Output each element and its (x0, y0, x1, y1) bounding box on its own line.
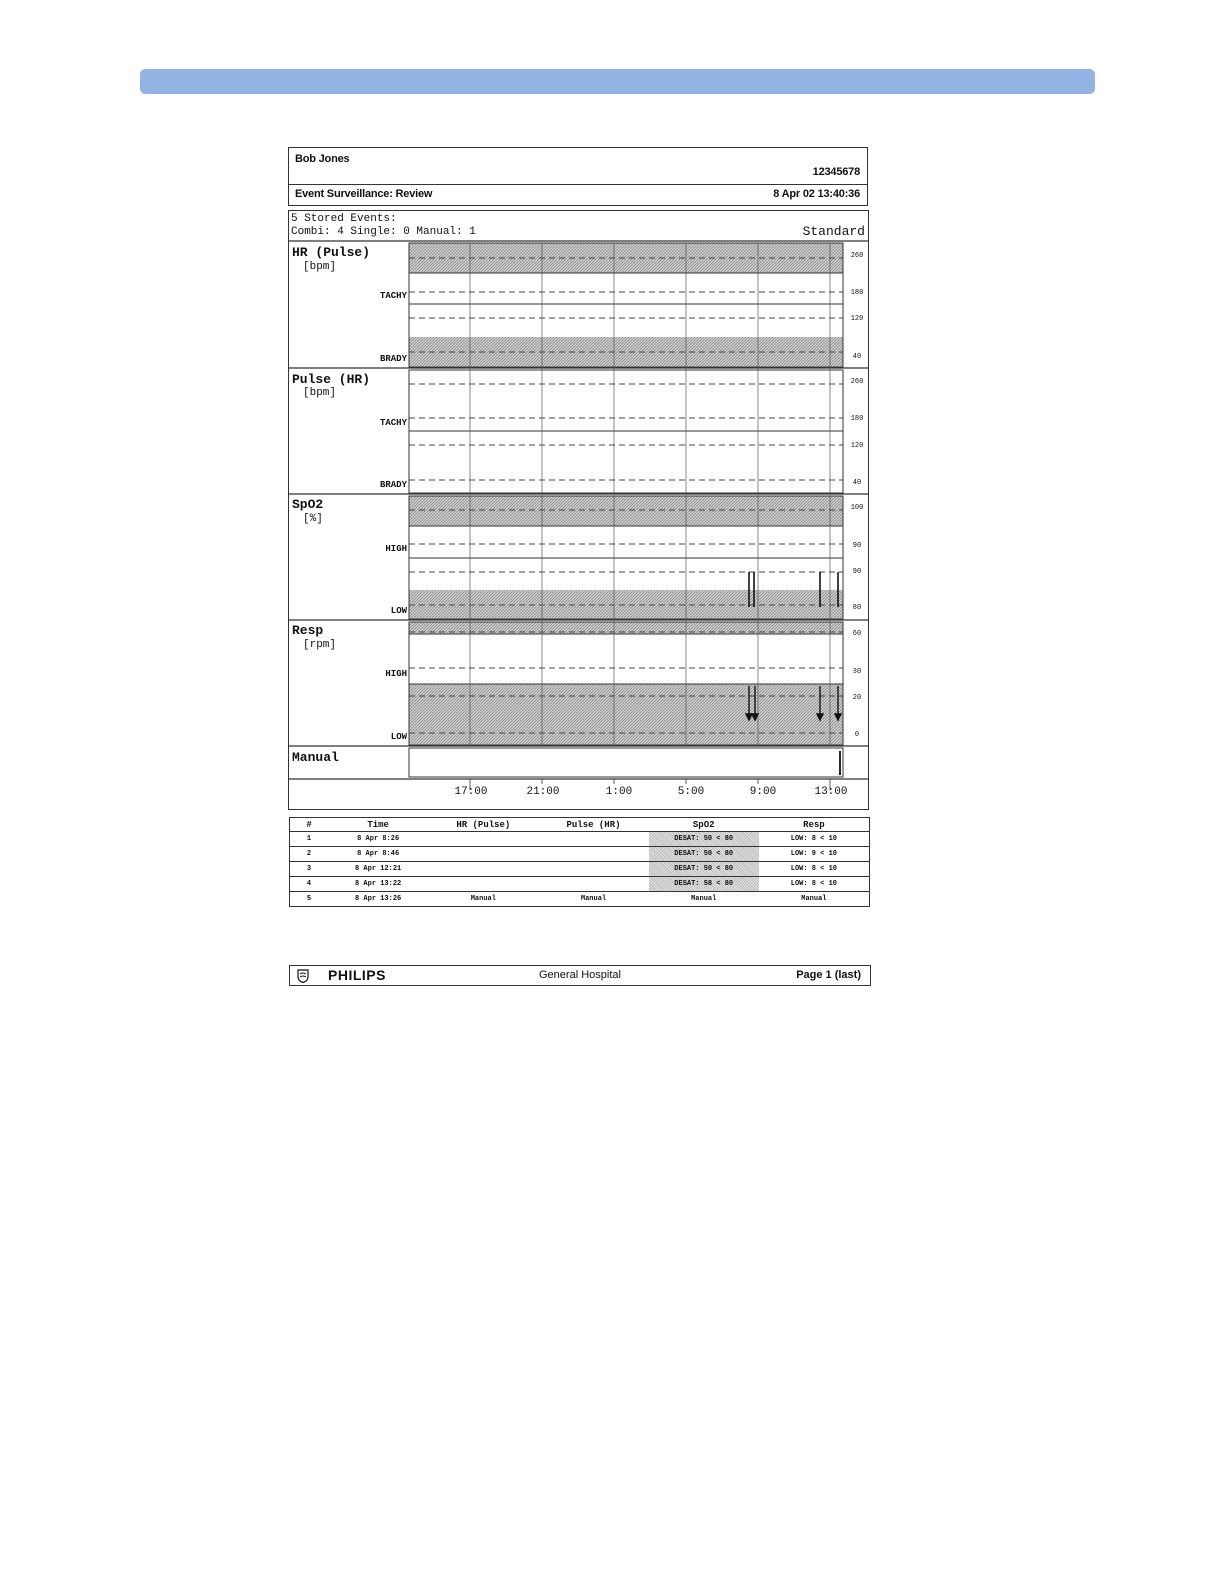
row-hr (428, 847, 538, 862)
events-summary-1: 5 Stored Events: (291, 213, 397, 225)
row-time: 8 Apr 8:46 (328, 847, 428, 862)
pulse-panel-plot (409, 370, 843, 493)
report-footer (289, 965, 871, 986)
panel-unit-hr: [bpm] (303, 261, 337, 273)
row-hr (428, 862, 538, 877)
col-hr: HR (Pulse) (428, 818, 538, 832)
lower-limit-pulse: BRADY (379, 480, 407, 490)
row-spo2: DESAT: 50 < 80 (649, 847, 759, 862)
scale-spo2-1: 90 (852, 542, 862, 550)
scale-hr-3: 40 (852, 353, 862, 361)
row-hr (428, 832, 538, 847)
philips-shield-icon (297, 969, 309, 983)
scale-pulse-1: 180 (850, 415, 864, 423)
table-row (290, 832, 870, 847)
panel-unit-resp: [rpm] (303, 639, 337, 651)
events-summary-2: Combi: 4 Single: 0 Manual: 1 (291, 226, 476, 238)
time-tick-3: 5:00 (677, 786, 705, 798)
lower-limit-resp: LOW (390, 732, 407, 742)
row-spo2: Manual (649, 892, 759, 907)
row-time: 8 Apr 13:26 (328, 892, 428, 907)
row-resp: LOW: 9 < 10 (759, 847, 870, 862)
panel-unit-spo2: [%] (303, 513, 323, 525)
table-row (290, 877, 870, 892)
panel-label-spo2: SpO2 (292, 497, 324, 512)
time-tick-1: 21:00 (526, 786, 560, 798)
table-row (290, 847, 870, 862)
hr-panel-plot (409, 243, 843, 367)
time-tick-2: 1:00 (605, 786, 633, 798)
row-resp: LOW: 8 < 10 (759, 862, 870, 877)
row-number: 5 (290, 892, 329, 907)
row-resp: LOW: 8 < 10 (759, 877, 870, 892)
col-resp: Resp (759, 818, 870, 832)
scale-hr-0: 260 (850, 252, 864, 260)
row-pulse (538, 847, 648, 862)
row-pulse (538, 862, 648, 877)
lower-limit-hr: BRADY (379, 354, 407, 364)
mode-label: Standard (802, 224, 865, 239)
scale-spo2-3: 80 (852, 604, 862, 612)
scale-resp-3: 0 (854, 731, 860, 739)
upper-limit-pulse: TACHY (379, 418, 407, 428)
lower-limit-spo2: LOW (390, 606, 407, 616)
table-row (290, 862, 870, 877)
manual-panel-plot (409, 748, 843, 777)
patient-id: 12345678 (812, 166, 860, 178)
row-time: 8 Apr 13:22 (328, 877, 428, 892)
table-row (290, 892, 870, 907)
col-spo2: SpO2 (649, 818, 759, 832)
col-number: # (290, 818, 329, 832)
row-pulse: Manual (538, 892, 648, 907)
brand-logo-text: PHILIPS (328, 967, 386, 983)
panel-unit-pulse: [bpm] (303, 387, 337, 399)
row-resp: LOW: 8 < 10 (759, 832, 870, 847)
patient-name: Bob Jones (295, 153, 350, 165)
scale-spo2-0: 100 (850, 504, 864, 512)
row-number: 4 (290, 877, 329, 892)
row-resp: Manual (759, 892, 870, 907)
upper-limit-spo2: HIGH (385, 544, 407, 554)
row-hr (428, 877, 538, 892)
panel-label-resp: Resp (292, 623, 324, 638)
time-tick-5: 13:00 (814, 786, 848, 798)
upper-limit-resp: HIGH (385, 669, 407, 679)
row-number: 1 (290, 832, 329, 847)
scale-spo2-2: 90 (852, 568, 862, 576)
scale-pulse-0: 260 (850, 378, 864, 386)
panel-label-hr: HR (Pulse) (292, 245, 371, 260)
spo2-panel-plot (409, 496, 843, 619)
time-tick-4: 9:00 (749, 786, 777, 798)
row-number: 3 (290, 862, 329, 877)
panel-label-pulse: Pulse (HR) (292, 372, 371, 387)
row-time: 8 Apr 8:26 (328, 832, 428, 847)
row-spo2: DESAT: 50 < 80 (649, 832, 759, 847)
row-pulse (538, 877, 648, 892)
scale-resp-0: 60 (852, 630, 862, 638)
resp-panel-plot (409, 622, 843, 745)
report-datetime: 8 Apr 02 13:40:36 (773, 188, 860, 200)
upper-limit-hr: TACHY (379, 291, 407, 301)
scale-pulse-3: 40 (852, 479, 862, 487)
col-time: Time (328, 818, 428, 832)
scale-resp-1: 30 (852, 668, 862, 676)
time-tick-0: 17:00 (454, 786, 488, 798)
manual-label: Manual (292, 750, 339, 765)
scale-hr-1: 180 (850, 289, 864, 297)
scale-pulse-2: 120 (850, 442, 864, 450)
row-spo2: DESAT: 50 < 80 (649, 862, 759, 877)
row-pulse (538, 832, 648, 847)
page-indicator: Page 1 (last) (796, 969, 861, 981)
events-table (289, 817, 870, 907)
hospital-name: General Hospital (539, 969, 621, 981)
row-hr: Manual (428, 892, 538, 907)
row-spo2: DESAT: 58 < 80 (649, 877, 759, 892)
scale-hr-2: 120 (850, 315, 864, 323)
row-number: 2 (290, 847, 329, 862)
events-table-header (290, 818, 870, 832)
row-time: 8 Apr 12:21 (328, 862, 428, 877)
col-pulse: Pulse (HR) (538, 818, 648, 832)
scale-resp-2: 20 (852, 694, 862, 702)
report-title: Event Surveillance: Review (295, 188, 433, 200)
